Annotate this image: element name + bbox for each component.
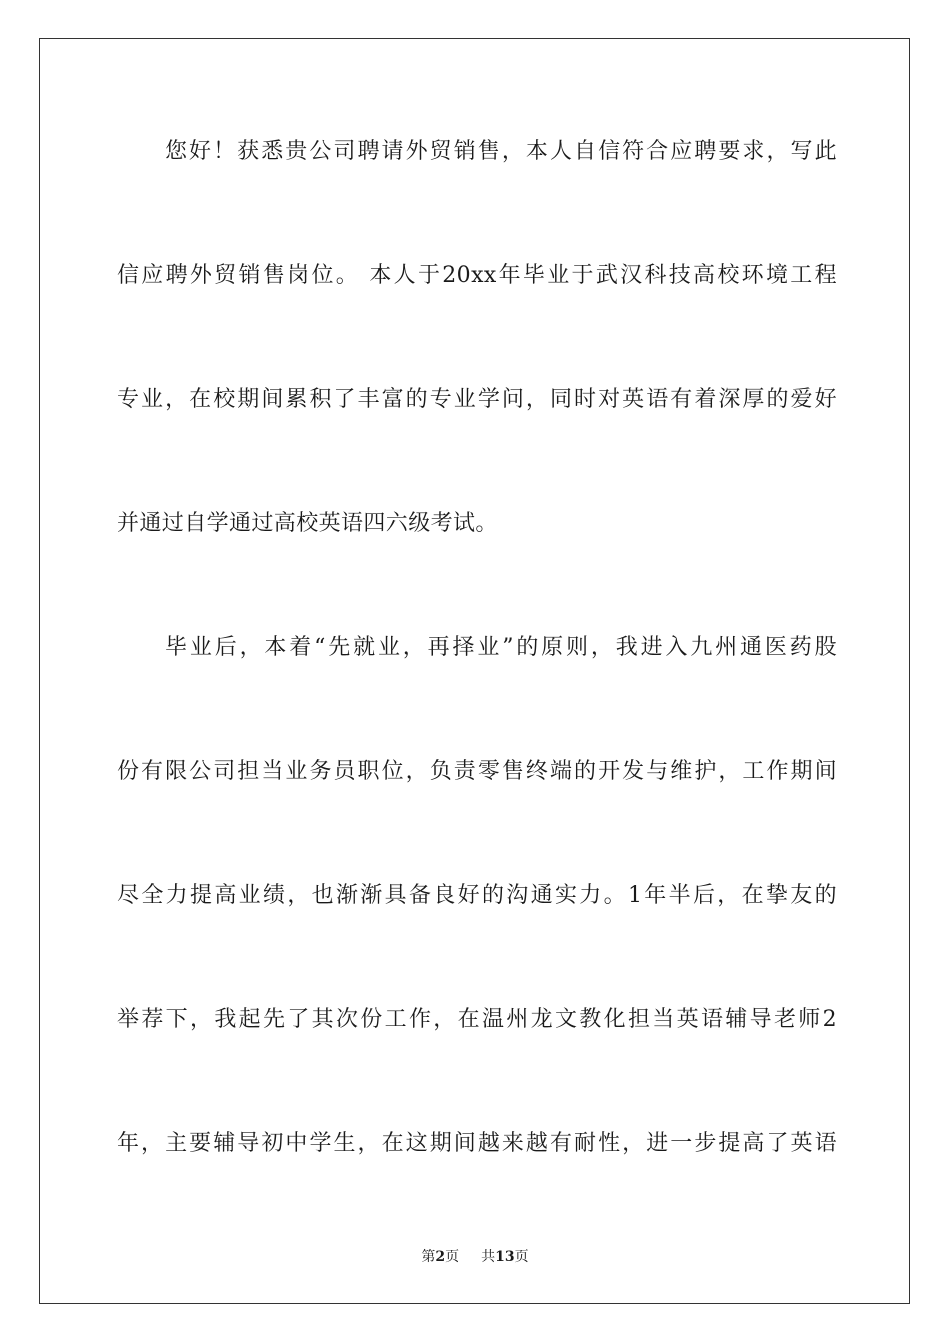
text-line-5: 毕业后，本着“先就业，再择业”的原则，我进入九州通医药股 [165,635,837,660]
text-line-7: 尽全力提高业绩，也渐渐具备良好的沟通实力。1年半后，在挚友的 [117,883,837,908]
text-line-6: 份有限公司担当业务员职位，负责零售终端的开发与维护，工作期间 [117,759,837,784]
page-current: 2 [435,1249,446,1265]
text-line-2: 信应聘外贸销售岗位。 本人于20xx年毕业于武汉科技高校环境工程 [117,263,837,288]
page-unit: 页 [445,1249,460,1265]
page-prefix: 第 [421,1249,436,1265]
text-line-3: 专业，在校期间累积了丰富的专业学问，同时对英语有着深厚的爱好 [117,387,837,412]
text-line-8: 举荐下，我起先了其次份工作，在温州龙文教化担当英语辅导老师2 [117,1007,837,1032]
page-footer [0,1248,950,1266]
total-prefix: 共 [481,1249,496,1265]
text-line-1: 您好！获悉贵公司聘请外贸销售，本人自信符合应聘要求，写此 [165,139,837,164]
total-unit: 页 [514,1249,529,1265]
page-total: 13 [495,1249,515,1265]
text-line-4: 并通过自学通过高校英语四六级考试。 [117,511,498,536]
text-line-9: 年，主要辅导初中学生，在这期间越来越有耐性，进一步提高了英语 [117,1131,837,1156]
page-border [39,38,910,1304]
